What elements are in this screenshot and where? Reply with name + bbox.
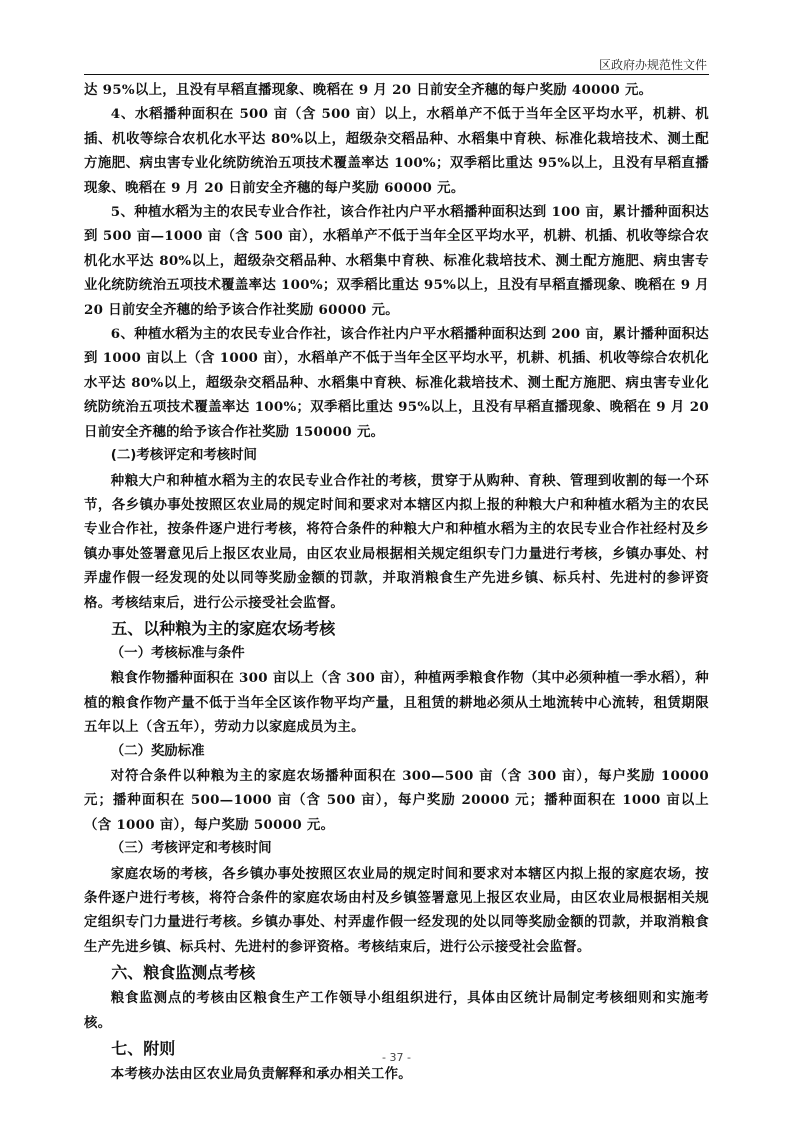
- paragraph-evaluation: 种粮大户和种植水稻为主的农民专业合作社的考核，贯穿于从购种、育秧、管理到收割的每一个环节，各乡镇办事处按照区农业局的规定时间和要求对本辖区内拟上报的种粮大户和种植水稻为主的农民专业合作社，按条件逐户进行考核，将符合条件的种粮大户和种植水稻为主的农民专业合作社经村及乡镇办事处签署意见后上报区农业局，由区农业局根据相关规定组织专门力量进行考核，乡镇办事处、村弄虚作假一经发现的处以同等奖励金额的罚款，并取消粮食生产先进乡镇、标兵村、先进村的参评资格。考核结束后，进行公示接受社会监督。: [84, 472, 709, 611]
- paragraph-item-6: 6、种植水稻为主的农民专业合作社，该合作社内户平水稻播种面积达到 200 亩，累计播种面积达到 1000 亩以上（含 1000 亩），水稻单产不低于当年全区平均水平，机耕、机插、机收等综合农机化水平达 80%以上，超级杂交稻品种、水稻集中育秧、标准化栽培技术、测土配方施肥、病虫害专业化统防统治五项技术覆盖率达 100%；双季稻比重达 95%以上，且没有早稻直播现象、晚稻在 9 月 20 日前安全齐穗的给予该合作社奖励 150000 元。: [84, 326, 709, 440]
- paragraph-supplementary: 本考核办法由区农业局负责解释和承办相关工作。: [110, 1066, 412, 1083]
- subheading-evaluation-time: (二)考核评定和考核时间: [110, 448, 257, 464]
- subheading-reward: （二）奖励标准: [110, 743, 205, 759]
- paragraph-monitoring: 粮食监测点的考核由区粮食生产工作领导小组组织进行，具体由区统计局制定考核细则和实施考核。: [84, 990, 709, 1031]
- subheading-family-farm-evaluation: （三）考核评定和考核时间: [110, 841, 272, 857]
- paragraph-reward: 对符合条件以种粮为主的家庭农场播种面积在 300—500 亩（含 300 亩），每户奖励 10000 元；播种面积在 500—1000 亩（含 500 亩），每户奖励 20000 元；播种面积在 1000 亩以上（含 1000 亩），每户奖励 50000 元。: [84, 767, 709, 833]
- header-divider: [84, 74, 709, 75]
- paragraph-item-4: 4、水稻播种面积在 500 亩（含 500 亩）以上，水稻单产不低于当年全区平均水平，机耕、机插、机收等综合农机化水平达 80%以上，超级杂交稻品种、水稻集中育秧、标准化栽培技术、测土配方施肥、病虫害专业化统防统治五项技术覆盖率达 100%；双季稻比重达 95%以上，且没有早稻直播现象、晚稻在 9 月 20 日前安全齐穗的每户奖励 60000 元。: [84, 106, 709, 196]
- page-number: - 37 -: [382, 1051, 411, 1064]
- paragraph-criteria: 粮食作物播种面积在 300 亩以上（含 300 亩），种植两季粮食作物（其中必须种植一季水稻），种植的粮食作物产量不低于当年全区该作物平均产量，且租赁的耕地必须从土地流转中心流转，租赁期限五年以上（含五年），劳动力以家庭成员为主。: [84, 670, 709, 736]
- section-heading-7: 七、附则: [111, 1039, 176, 1059]
- document-body: [84, 78, 709, 1086]
- paragraph-continuation: 达 95%以上，且没有早稻直播现象、晚稻在 9 月 20 日前安全齐穗的每户奖励 40000 元。: [84, 82, 653, 98]
- section-heading-6: 六、粮食监测点考核: [111, 963, 256, 983]
- paragraph-family-farm-evaluation: 家庭农场的考核，各乡镇办事处按照区农业局的规定时间和要求对本辖区内拟上报的家庭农场，按条件逐户进行考核，将符合条件的家庭农场由村及乡镇签署意见上报区农业局，由区农业局根据相关规定组织专门力量进行考核。乡镇办事处、村弄虚作假一经发现的处以同等奖励金额的罚款，并取消粮食生产先进乡镇、标兵村、先进村的参评资格。考核结束后，进行公示接受社会监督。: [84, 865, 709, 955]
- section-heading-5: 五、以种粮为主的家庭农场考核: [111, 618, 336, 638]
- subheading-criteria: （一）考核标准与条件: [110, 645, 245, 661]
- paragraph-item-5: 5、种植水稻为主的农民专业合作社，该合作社内户平水稻播种面积达到 100 亩，累计播种面积达到 500 亩—1000 亩（含 500 亩），水稻单产不低于当年全区平均水平，机耕、机插、机收等综合农机化水平达 80%以上，超级杂交稻品种、水稻集中育秧、标准化栽培技术、测土配方施肥、病虫害专业化统防统治五项技术覆盖率达 100%；双季稻比重达 95%以上，且没有早稻直播现象、晚稻在 9 月 20 日前安全齐穗的给予该合作社奖励 60000 元。: [84, 204, 709, 318]
- page-header-title: 区政府办规范性文件: [598, 58, 707, 72]
